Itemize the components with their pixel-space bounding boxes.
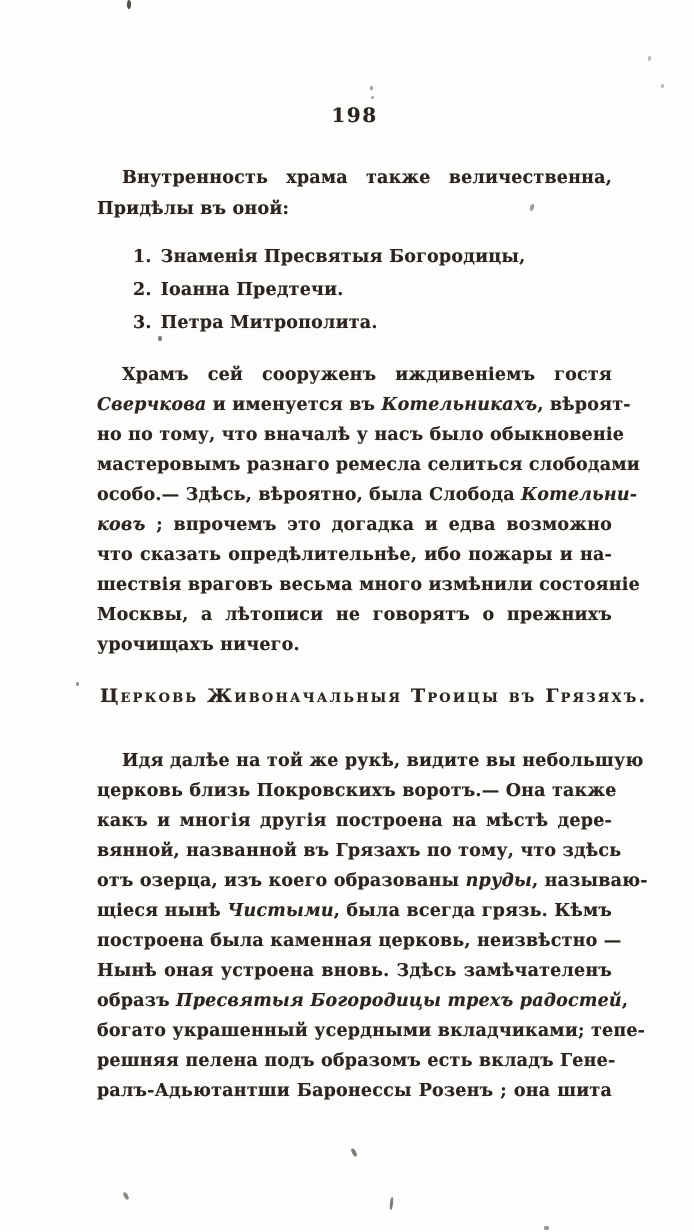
text-line — [97, 570, 640, 600]
text-segment: построена была каменная церковь, неизвѣстно — — [97, 931, 622, 951]
ink-speck — [370, 86, 373, 90]
text-line — [97, 956, 612, 986]
text-line — [97, 926, 622, 956]
paragraph-interior — [97, 163, 612, 225]
text-line — [97, 836, 622, 866]
ink-speck — [158, 336, 162, 341]
text-segment: и именуется въ — [206, 395, 382, 415]
text-segment: шествія враговъ весьма много измѣнили состояніе — [97, 575, 640, 595]
text-line — [97, 746, 644, 776]
text-line — [97, 194, 612, 225]
italic-text: Котельникахъ — [381, 395, 538, 415]
text-line — [97, 896, 612, 926]
text-line — [97, 1076, 612, 1106]
page-number: 198 — [331, 103, 378, 127]
text-segment: ралъ-Адьютантши Баронессы Розенъ ; она шита — [97, 1081, 612, 1101]
italic-text: пруды — [465, 871, 533, 891]
text-line — [97, 510, 612, 540]
text-segment: ; впрочемъ это догадка и едва возможно — [145, 515, 612, 535]
altar-list — [133, 241, 603, 340]
text-segment: , — [621, 991, 629, 1011]
ink-speck — [371, 96, 374, 99]
list-marker: 1. — [133, 247, 152, 267]
text-segment: Придѣлы въ оной: — [97, 199, 290, 219]
text-segment: но по тому, что вначалѣ у насъ было обыкновеніе — [97, 425, 625, 445]
list-item — [133, 307, 603, 340]
italic-text: Пресвятыя Богородицы трехъ радостей — [176, 991, 622, 1011]
text-line — [97, 420, 625, 450]
paragraph-kotelniki — [97, 360, 640, 660]
text-line — [97, 866, 648, 896]
text-segment: богато украшенный усердными вкладчиками; тепе- — [97, 1021, 646, 1041]
text-segment: что сказать опредѣлительнѣе, ибо пожары и на- — [97, 545, 612, 565]
text-line — [97, 630, 612, 660]
ink-speck — [648, 56, 651, 61]
text-segment: какъ и многія другія построена на мѣстѣ дере- — [97, 811, 612, 831]
text-line — [97, 540, 612, 570]
text-line — [97, 390, 631, 420]
text-segment: , вѣроят- — [537, 395, 631, 415]
text-line — [97, 450, 640, 480]
text-segment: вянной, названной въ Грязахъ по тому, что здѣсь — [97, 841, 622, 861]
list-item-text: Петра Митрополита. — [160, 313, 378, 333]
text-line — [97, 360, 612, 390]
text-segment: особо.— Здѣсь, вѣроятно, была Слобода — [97, 485, 522, 505]
list-item — [133, 274, 603, 307]
text-segment: , была всегда грязь. Кѣмъ — [333, 901, 612, 921]
italic-text: Сверчкова — [97, 395, 207, 415]
list-marker: 3. — [133, 313, 152, 333]
text-line — [97, 1016, 646, 1046]
ink-speck — [389, 1197, 393, 1210]
list-item-text: Іоанна Предтечи. — [160, 280, 344, 300]
text-segment: Нынѣ оная устроена вновь. Здѣсь замѣчателенъ — [97, 961, 612, 981]
list-item — [133, 241, 603, 274]
list-marker: 2. — [133, 280, 152, 300]
text-segment: отъ озерца, изъ коего образованы — [97, 871, 466, 891]
text-segment: церковь близь Покровскихъ воротъ.— Она также — [97, 781, 617, 801]
ink-speck — [350, 1148, 358, 1158]
text-line — [97, 163, 612, 194]
section-heading: Церковь Живоначальныя Троицы въ Грязяхъ. — [100, 685, 648, 707]
text-line — [97, 480, 638, 510]
text-segment: образъ — [97, 991, 177, 1011]
text-line — [97, 986, 629, 1016]
paragraph-gryazi — [97, 746, 648, 1106]
ink-speck — [76, 682, 79, 686]
text-segment: щіеся нынѣ — [97, 901, 228, 921]
text-segment: мастеровымъ разнаго ремесла селиться слободами — [97, 455, 640, 475]
ink-speck — [122, 1192, 129, 1201]
text-line — [97, 806, 612, 836]
text-line — [97, 1046, 616, 1076]
text-segment: , называю- — [532, 871, 648, 891]
text-line — [97, 600, 612, 630]
italic-text: ковъ — [97, 515, 146, 535]
text-segment: урочищахъ ничего. — [97, 635, 300, 655]
ink-speck — [661, 84, 664, 88]
text-segment: Идя далѣе на той же рукѣ, видите вы небольшую — [122, 751, 644, 771]
ink-speck — [544, 1226, 549, 1230]
text-segment: Москвы, а лѣтописи не говорятъ о прежнихъ — [97, 605, 612, 625]
list-item-text: Знаменія Пресвятыя Богородицы, — [160, 247, 526, 267]
text-segment: Храмъ сей сооруженъ иждивеніемъ гостя — [122, 365, 612, 385]
italic-text: Чистыми — [227, 901, 334, 921]
italic-text: Котельни- — [521, 485, 638, 505]
text-segment: решняя пелена подъ образомъ есть вкладъ Гене- — [97, 1051, 616, 1071]
text-line — [97, 776, 617, 806]
text-segment: Внутренность храма также величественна, — [122, 168, 612, 188]
ink-speck — [127, 0, 131, 9]
